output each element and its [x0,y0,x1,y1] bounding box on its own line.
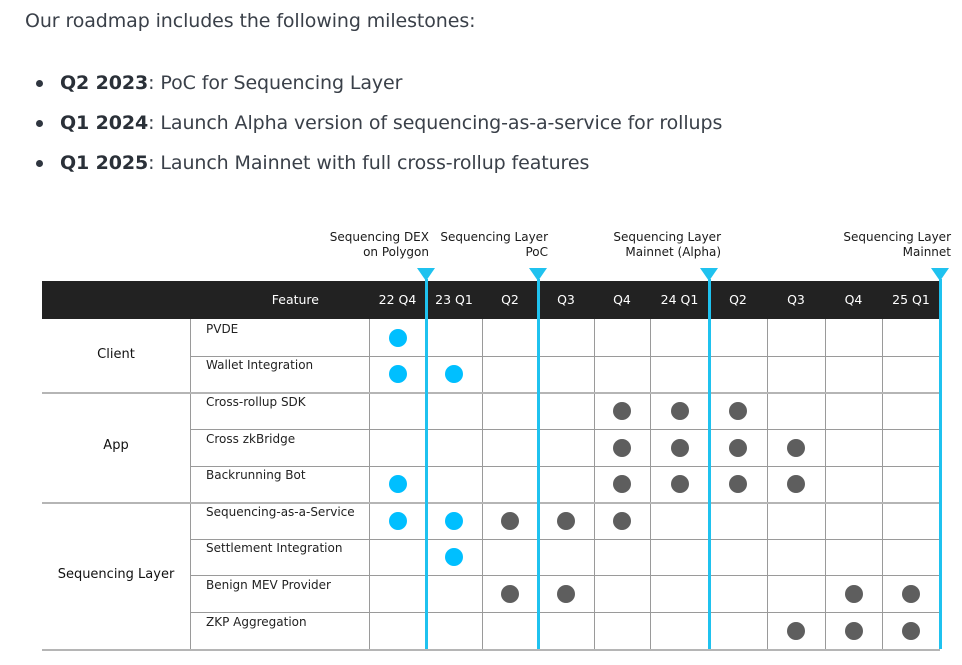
completed-dot-icon [389,475,407,493]
milestone-date: Q1 2025 [60,152,149,174]
marker-line1: Sequencing Layer [613,230,721,244]
milestone-marker-label [330,230,429,260]
header-quarter: 25 Q1 [892,292,930,307]
group-label: App [103,438,129,453]
feature-label: PVDE [206,321,239,336]
header-quarter: Q2 [729,292,747,307]
milestone-text: : Launch Alpha version of sequencing-as-a-service for rollups [148,112,723,134]
header-quarter: Q4 [613,292,631,307]
planned-dot-icon [845,622,863,640]
milestone-marker-label [843,230,951,260]
intro-text: Our roadmap includes the following milestones: [25,10,476,32]
completed-dot-icon [389,512,407,530]
milestone-line [708,279,711,649]
header-feature: Feature [271,292,319,307]
grid-vline [482,319,483,649]
planned-dot-icon [501,512,519,530]
grid-hline [42,392,940,394]
grid-vline [369,319,370,649]
header-quarter: Q3 [787,292,805,307]
planned-dot-icon [671,439,689,457]
planned-dot-icon [501,585,519,603]
planned-dot-icon [613,402,631,420]
group-label: Client [97,346,135,362]
completed-dot-icon [389,365,407,383]
milestone-line [425,279,428,649]
completed-dot-icon [445,548,463,566]
milestone-line [537,279,540,649]
feature-label: Cross zkBridge [206,431,296,446]
grid-vline [882,319,883,649]
header-quarter: 22 Q4 [378,292,417,307]
header-quarter: 24 Q1 [660,292,699,307]
planned-dot-icon [557,512,575,530]
planned-dot-icon [729,402,747,420]
completed-dot-icon [445,512,463,530]
marker-line2: Mainnet [902,245,951,259]
marker-line1: Sequencing DEX [329,230,429,244]
planned-dot-icon [613,475,631,493]
feature-label: Benign MEV Provider [206,577,331,592]
grid-vline [594,319,595,649]
milestone-date: Q2 2023 [60,72,149,94]
marker-line2: Mainnet (Alpha) [625,245,721,259]
grid-vline [650,319,651,649]
planned-dot-icon [845,585,863,603]
planned-dot-icon [729,475,747,493]
completed-dot-icon [445,365,463,383]
marker-line1: Sequencing Layer [843,230,951,244]
grid-hline [42,502,940,504]
grid-hline [190,539,940,540]
planned-dot-icon [671,402,689,420]
milestone-text: : PoC for Sequencing Layer [148,72,403,94]
planned-dot-icon [902,585,920,603]
planned-dot-icon [787,622,805,640]
header-quarter: Q2 [501,292,519,307]
header-quarter: 23 Q1 [435,292,473,307]
planned-dot-icon [787,439,805,457]
feature-label: Sequencing-as-a-Service [206,504,355,519]
feature-label: Cross-rollup SDK [206,394,306,409]
feature-label: Wallet Integration [206,358,314,372]
grid-hline [190,575,940,576]
grid-hline [42,649,940,651]
feature-label: ZKP Aggregation [206,614,307,629]
milestone-line [939,279,942,649]
completed-dot-icon [389,329,407,347]
group-label: Sequencing Layer [57,566,175,582]
planned-dot-icon [902,622,920,640]
milestone-marker-label [440,230,548,260]
planned-dot-icon [613,439,631,457]
grid-hline [190,429,940,430]
grid-vline [190,319,191,649]
header-quarter: Q3 [557,292,575,307]
grid-vline [825,319,826,649]
marker-line2: on Polygon [363,245,429,259]
milestone-date: Q1 2024 [60,112,149,134]
milestone-marker-label [613,230,721,260]
marker-line1: Sequencing Layer [440,230,548,244]
header-quarter: Q4 [844,292,863,307]
planned-dot-icon [787,475,805,493]
milestone-text: : Launch Mainnet with full cross-rollup features [148,152,590,174]
grid-hline [190,356,940,357]
feature-label: Settlement Integration [206,541,343,555]
grid-hline [190,466,940,467]
marker-line2: PoC [525,245,548,259]
feature-label: Backrunning Bot [206,468,306,482]
grid-hline [190,612,940,613]
planned-dot-icon [557,585,575,603]
planned-dot-icon [729,439,747,457]
planned-dot-icon [671,475,689,493]
grid-vline [767,319,768,649]
planned-dot-icon [613,512,631,530]
